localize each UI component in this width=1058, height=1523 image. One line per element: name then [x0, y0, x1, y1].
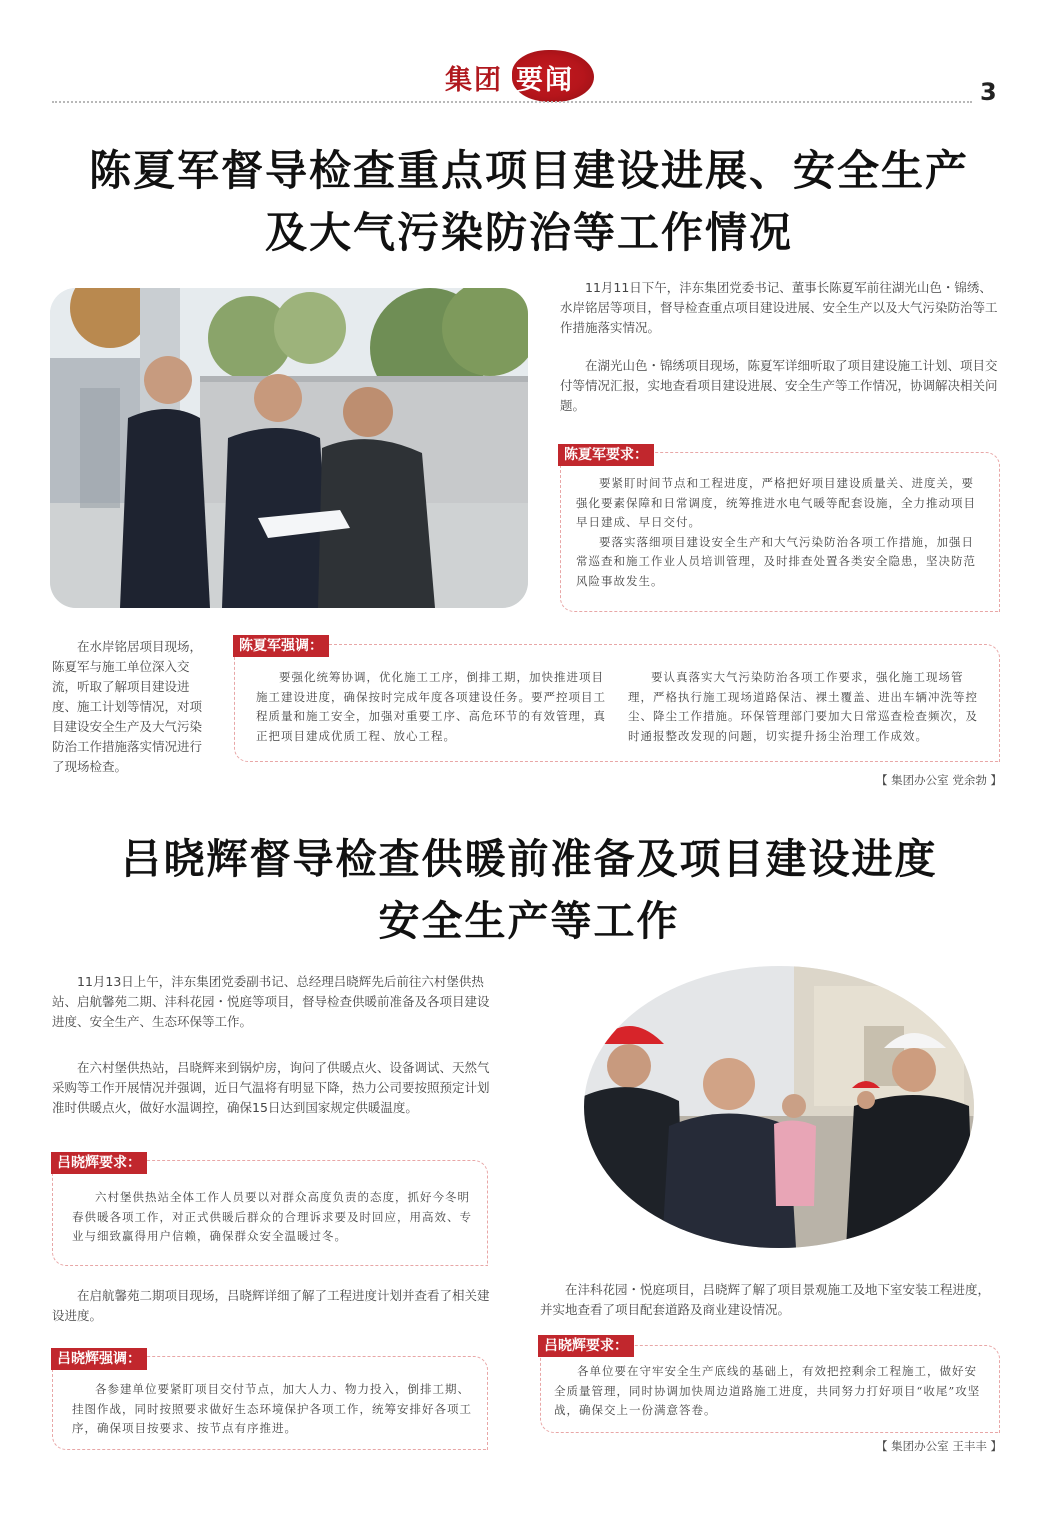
article2-second-paragraph: [52, 1058, 494, 1118]
article2-p2: 在六村堡供热站，吕晓辉来到锅炉房，询问了供暖点火、设备调试、天然气采购等工作开展情况并强调，近日气温将有明显下降，热力公司要按照预定计划准时供暖点火，做好水温调控，确保15日达到国家规定供暖温度。: [52, 1060, 490, 1115]
article2-p4: 在沣科花园・悦庭项目，吕晓辉了解了项目景观施工及地下室安装工程进度，并实地查看了项目配套道路及商业建设情况。: [540, 1282, 991, 1317]
article1-emphasis-tag: 陈夏军强调：: [233, 635, 329, 657]
article1-title-line1: 陈夏军督导检查重点项目建设进展、安全生产: [88, 146, 969, 195]
article1-lead-paragraph: [560, 278, 1000, 338]
article1-emphasis-col2: [628, 668, 980, 746]
masthead-section-highlight: 要闻: [516, 65, 574, 96]
article1-emphasis-text2: 要认真落实大气污染防治各项工作要求，强化施工现场管理，严格执行施工现场道路保洁、裸土覆盖、进出车辆冲洗等控尘、降尘工作措施。环保管理部门要加大日常巡查检查频次，及时通报整改发现的问题，切实提升扬尘治理工作成效。: [628, 670, 978, 743]
article1-requirement-p1: 要紧盯时间节点和工程进度，严格把好项目建设质量关、进度关，要强化要素保障和日常调度，统筹推进水电气暖等配套设施，全力推动项目早日建成、早日交付。: [576, 476, 976, 529]
article2-final-requirement-tag: 吕晓辉要求：: [538, 1335, 634, 1357]
article2-title-line1: 吕晓辉督导检查供暖前准备及项目建设进度: [120, 835, 938, 883]
article2-fourth-paragraph: [540, 1280, 998, 1320]
article1-emphasis-col1: [256, 668, 606, 746]
page-number: 3: [980, 78, 997, 106]
article2-credit: 【 集团办公室 王丰丰 】: [876, 1439, 1002, 1453]
article1-photo: [50, 288, 528, 608]
article1-second-paragraph: [560, 356, 1000, 416]
article2-emphasis-tag: 吕晓辉强调：: [51, 1348, 147, 1370]
article2-requirement-p: 六村堡供热站全体工作人员要以对群众高度负责的态度，抓好今冬明春供暖各项工作，对正式供暖后群众的合理诉求要及时回应，用高效、专业与细致赢得用户信赖，确保群众安全温暖过冬。: [72, 1190, 472, 1243]
article2-emphasis-text: [72, 1380, 474, 1439]
article2-third-paragraph: [52, 1286, 494, 1326]
article2-lead-paragraph: [52, 972, 494, 1032]
article1-title-line2: 及大气污染防治等工作情况: [264, 208, 793, 257]
article2-requirement-text: [72, 1188, 474, 1247]
article1-p2: 在湖光山色・锦绣项目现场，陈夏军详细听取了项目建设施工计划、项目交付等情况汇报，实地查看项目建设进展、安全生产等工作情况，协调解决相关问题。: [560, 358, 998, 413]
article1-side-paragraph: [52, 637, 210, 777]
article2-final-requirement-text: [554, 1362, 986, 1421]
article1-p3: 在水岸铭居项目现场，陈夏军与施工单位深入交流，听取了解项目建设进度、施工计划等情况，对项目建设安全生产及大气污染防治工作措施落实情况进行了现场检查。: [52, 639, 203, 774]
article1-requirement-p2: 要落实落细项目建设安全生产和大气污染防治各项工作措施，加强日常巡查和施工作业人员培训管理，及时排查处置各类安全隐患，坚决防范风险事故发生。: [576, 534, 976, 588]
article2-final-requirement-p: 各单位要在守牢安全生产底线的基础上，有效把控剩余工程施工，做好安全质量管理，同时协调加快周边道路施工进度，共同努力打好项目“收尾”攻坚战，确保交上一份满意答卷。: [554, 1364, 981, 1417]
article2-photo: [584, 966, 974, 1248]
article2-p1: 11月13日上午，沣东集团党委副书记、总经理吕晓辉先后前往六村堡供热站、启航馨苑二期、沣科花园・悦庭等项目，督导检查供暖前准备及各项目建设进度、安全生产、生态环保等工作。: [52, 974, 490, 1029]
article2-requirement-tag: 吕晓辉要求：: [51, 1152, 147, 1174]
article1-p1: 11月11日下午，沣东集团党委书记、董事长陈夏军前往湖光山色・锦绣、水岸铭居等项目，督导检查重点项目建设进展、安全生产以及大气污染防治等工作措施落实情况。: [560, 280, 998, 335]
article2-title-line2: 安全生产等工作: [378, 897, 680, 945]
masthead-section-label: 集团: [445, 65, 503, 96]
article1-requirement-tag: 陈夏军要求：: [558, 444, 654, 466]
article2-p3: 在启航馨苑二期项目现场，吕晓辉详细了解了工程进度计划并查看了相关建设进度。: [52, 1288, 490, 1323]
article2-emphasis-p: 各参建单位要紧盯项目交付节点，加大人力、物力投入，倒排工期、挂图作战，同时按照要求做好生态环境保护各项工作，统筹安排好各项工序，确保项目按要求、按节点有序推进。: [72, 1382, 472, 1435]
article1-requirement-text: [576, 474, 978, 591]
masthead-rule: [52, 101, 972, 103]
article1-emphasis-text1: 要强化统筹协调，优化施工工序，倒排工期，加快推进项目施工建设进度，确保按时完成年度各项建设任务。要严控项目工程质量和施工安全，加强对重要工序、高危环节的有效管理，真正把项目建成优质工程、放心工程。: [256, 670, 606, 743]
article1-credit: 【 集团办公室 党余勃 】: [876, 773, 1002, 787]
